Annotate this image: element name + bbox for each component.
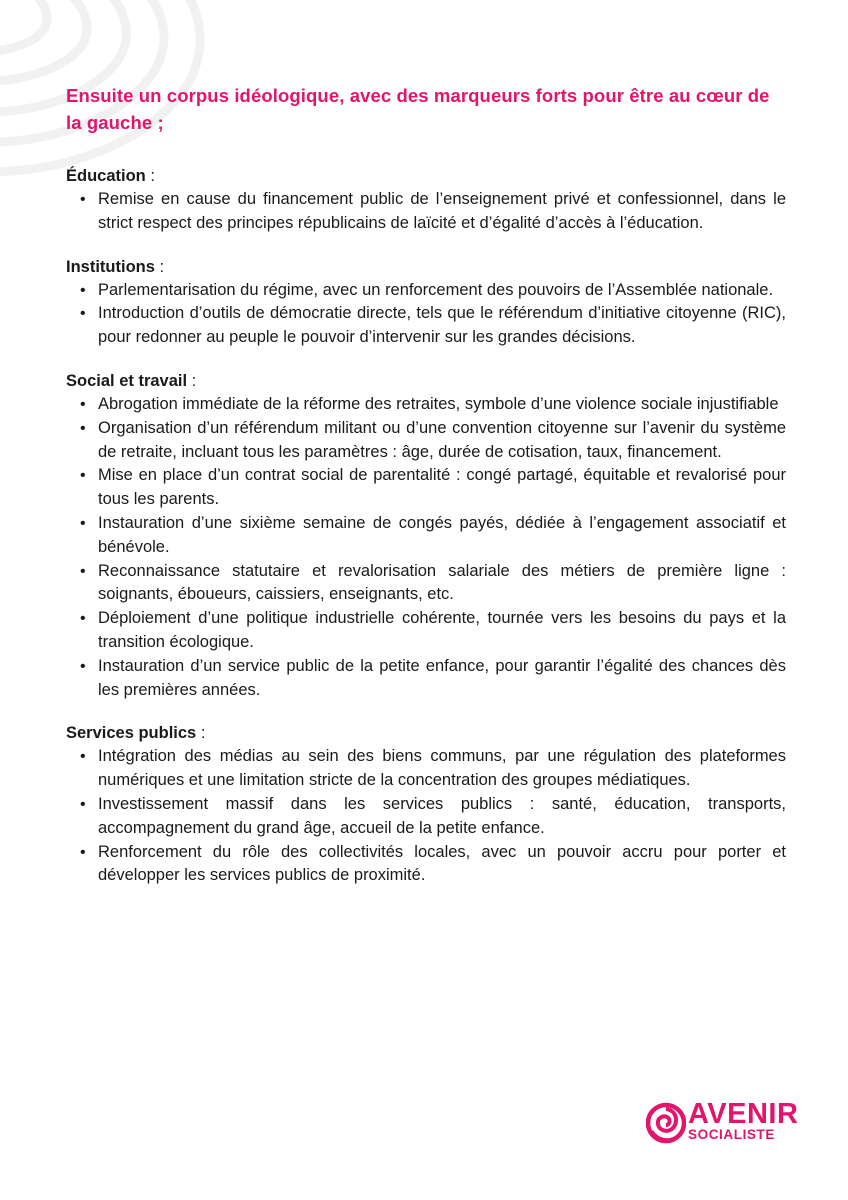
list-item-text: Reconnaissance statutaire et revalorisation salariale des métiers de première ligne : soignants, éboueurs, caissiers, enseignants, etc.: [98, 561, 786, 604]
bullet-icon: •: [80, 514, 86, 532]
section-title: [66, 721, 786, 745]
rose-icon: [646, 1101, 686, 1145]
list-item-text: Instauration d’un service public de la petite enfance, pour garantir l’égalité des chances dès les premières années.: [98, 656, 786, 699]
bullet-icon: •: [80, 419, 86, 437]
list-item: [66, 302, 786, 350]
list-item-text: Mise en place d’un contrat social de parentalité : congé partagé, équitable et revalorisé pour tous les parents.: [98, 466, 786, 509]
list-item-text: Investissement massif dans les services publics : santé, éducation, transports, accompagnement du grand âge, accueil de la petite enfance.: [98, 794, 786, 837]
section-services-publics: [66, 721, 786, 888]
section-social-travail: [66, 369, 786, 702]
logo-line-1: AVENIR: [688, 1098, 799, 1130]
bullet-list: [66, 279, 786, 350]
section-title-colon: :: [196, 724, 206, 743]
bullet-icon: •: [80, 795, 86, 813]
bullet-icon: •: [80, 610, 86, 628]
list-item-text: Déploiement d’une politique industrielle cohérente, tournée vers les besoins du pays et la transition écologique.: [98, 609, 786, 651]
bullet-list: [66, 188, 786, 236]
list-item-text: Renforcement du rôle des collectivités locales, avec un pouvoir accru pour porter et développer les services publics de proximité.: [98, 842, 786, 885]
bullet-icon: •: [80, 843, 86, 861]
list-item-text: Instauration d’une sixième semaine de congés payés, dédiée à l’engagement associatif et bénévole.: [98, 513, 786, 556]
list-item: [66, 793, 786, 841]
avenir-socialiste-logo: [646, 1098, 799, 1147]
list-item: [66, 560, 786, 608]
list-item: [66, 464, 786, 512]
logo-line-2: SOCIALISTE: [688, 1127, 776, 1142]
section-title-text: Institutions: [66, 257, 155, 276]
section-institutions: [66, 255, 786, 350]
bullet-list: [66, 393, 786, 702]
list-item: [66, 512, 786, 560]
list-item: [66, 841, 786, 889]
document-page: [66, 82, 786, 907]
list-item: [66, 279, 786, 303]
section-title-colon: :: [145, 167, 155, 185]
section-title-text: Social et travail: [66, 371, 188, 390]
list-item: [66, 607, 786, 655]
list-item-text: Parlementarisation du régime, avec un renforcement des pouvoirs de l’Assemblée nationale.: [98, 280, 774, 299]
list-item-text: Organisation d’un référendum militant ou d’une convention citoyenne sur l’avenir du système de retraite, incluant tous les paramètres : âge, durée de cotisation, taux, financement.: [98, 418, 786, 461]
section-title-colon: :: [154, 257, 165, 276]
section-title-text: Services publics: [66, 724, 197, 743]
list-item: [66, 393, 786, 417]
list-item: [66, 417, 786, 465]
list-item-text: Intégration des médias au sein des biens communs, par une régulation des plateformes numériques et une limitation stricte de la concentration des groupes médiatiques.: [98, 747, 786, 790]
section-title: [66, 255, 786, 279]
bullet-icon: •: [80, 657, 86, 675]
list-item: [66, 188, 786, 236]
list-item: [66, 745, 786, 793]
headline: Ensuite un corpus idéologique, avec des marqueurs forts pour être au cœur de la gauche ;: [66, 85, 770, 133]
section-title-text: Éducation: [66, 167, 146, 185]
bullet-icon: •: [80, 281, 86, 299]
section-title-colon: :: [187, 371, 197, 390]
bullet-list: [66, 745, 786, 888]
list-item-text: Abrogation immédiate de la réforme des retraites, symbole d’une violence sociale injustifiable: [98, 394, 779, 413]
bullet-icon: •: [80, 748, 86, 766]
list-item-text: Introduction d’outils de démocratie directe, tels que le référendum d’initiative citoyenne (RIC), pour redonner au peuple le pouvoir d’intervenir sur les grandes décisions.: [98, 304, 786, 347]
section-title: [66, 164, 786, 188]
bullet-icon: •: [80, 467, 86, 485]
list-item-text: Remise en cause du financement public de l’enseignement privé et confessionnel, dans le strict respect des principes républicains de laïcité et d’égalité d’accès à l’éducation.: [98, 190, 786, 232]
section-title: [66, 369, 786, 393]
bullet-icon: •: [80, 305, 86, 323]
section-education: [66, 164, 786, 236]
bullet-icon: •: [80, 562, 86, 580]
list-item: [66, 655, 786, 703]
bullet-icon: •: [80, 395, 86, 413]
bullet-icon: •: [80, 191, 86, 208]
